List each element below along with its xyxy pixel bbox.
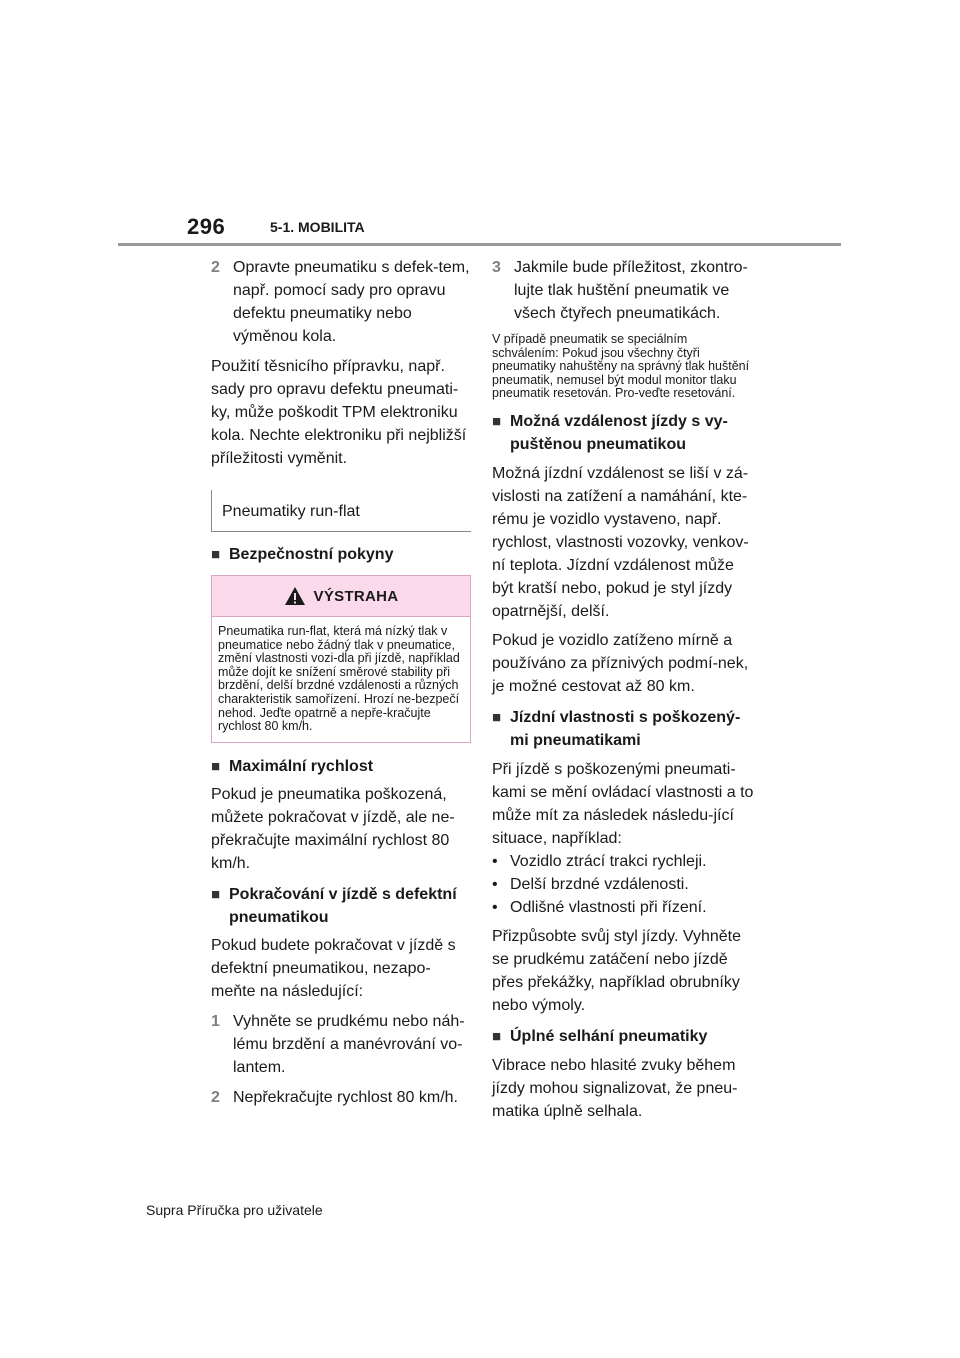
step-number: 2	[211, 259, 220, 276]
continue-step-1	[211, 1010, 471, 1079]
distance-paragraph-2: Pokud je vozidlo zatíženo mírně a používáno za příznivých podmí-nek, je možné cestovat až 80 km.	[492, 631, 749, 695]
bullet-dot-icon: •	[492, 898, 498, 916]
step-text: Vyhněte se prudkému nebo náh-lému brzdění a manévrování vo-lantem.	[233, 1012, 465, 1076]
header-divider	[118, 243, 841, 246]
square-bullet-icon: ■	[211, 885, 221, 903]
warning-box	[211, 575, 471, 743]
heading-text: Jízdní vlastnosti s poškozený-mi pneumatikami	[510, 708, 741, 749]
step-text: Jakmile bude příležitost, zkontro-lujte tlak huštění pneumatik ve všech čtyřech pneumatikách.	[514, 259, 748, 322]
step-text: Nepřekračujte rychlost 80 km/h.	[233, 1088, 458, 1106]
handling-paragraph: Při jízdě s poškozenými pneumati-kami se mění ovládací vlastnosti a to může mít za následek následu-jící situace, například:	[492, 760, 754, 847]
heading-text: Pokračování v jízdě s defektní pneumatikou	[229, 885, 457, 926]
sealant-paragraph: Použití těsnicího přípravku, např. sady pro opravu defektu pneumati-ky, může poškodit TPM elektroniku kola. Nechte elektroniku při nejbližší příležitosti vyměnit.	[211, 358, 467, 467]
square-bullet-icon: ■	[211, 757, 221, 775]
list-item	[492, 873, 754, 896]
square-bullet-icon: ■	[492, 708, 502, 726]
warning-triangle-icon	[284, 586, 306, 606]
step-3	[492, 256, 754, 325]
warning-text: Pneumatika run-flat, která má nízký tlak v pneumatice nebo žádný tlak v pneumatice, změní vlastnosti vozi-dla při jízdě, například může dojít ke snížení směrové stability při brzdění, delší brzdné vzdálenosti a různých charakteristik samořízení. Hrozí ne-bezpečí nehod. Jeďte opatrně a nepře-kračujte rychlost 80 km/h.	[218, 624, 460, 734]
heading-text: Úplné selhání pneumatiky	[510, 1027, 708, 1045]
heading-safety	[211, 543, 471, 566]
square-bullet-icon: ■	[492, 1027, 502, 1045]
heading-text: Možná vzdálenost jízdy s vy-puštěnou pneumatikou	[510, 412, 728, 453]
footer-text: Supra Příručka pro uživatele	[146, 1202, 323, 1218]
square-bullet-icon: ■	[211, 546, 221, 563]
step-2	[211, 256, 471, 348]
heading-failure	[492, 1025, 754, 1048]
step-number: 2	[211, 1088, 220, 1106]
page-number: 296	[187, 214, 226, 239]
left-column	[211, 256, 471, 1109]
bullet-dot-icon: •	[492, 852, 498, 870]
continue-step-2	[211, 1086, 471, 1109]
note-box-text: Pneumatiky run-flat	[222, 503, 360, 520]
list-item	[492, 850, 754, 873]
heading-handling	[492, 706, 754, 752]
heading-max-speed	[211, 755, 471, 778]
adapt-paragraph: Přizpůsobte svůj styl jízdy. Vyhněte se prudkému zatáčení nebo jízdě přes překážky, například obrubníky nebo výmoly.	[492, 927, 741, 1014]
square-bullet-icon: ■	[492, 412, 502, 430]
continue-paragraph: Pokud budete pokračovat v jízdě s defektní pneumatikou, nezapo-meňte na následující:	[211, 936, 456, 1000]
heading-text: Bezpečnostní pokyny	[229, 546, 394, 563]
warning-header	[212, 576, 470, 617]
step-number: 1	[211, 1012, 220, 1030]
heading-distance	[492, 410, 754, 456]
list-item-text: Vozidlo ztrácí trakci rychleji.	[510, 852, 707, 870]
handling-bullet-list	[492, 850, 754, 919]
list-item	[492, 896, 754, 919]
heading-text: Maximální rychlost	[229, 757, 374, 775]
max-speed-paragraph: Pokud je pneumatika poškozená, můžete pokračovat v jízdě, ale ne-překračujte maximální rychlost 80 km/h.	[211, 785, 455, 872]
step-number: 3	[492, 259, 501, 276]
failure-paragraph: Vibrace nebo hlasité zvuky během jízdy mohou signalizovat, že pneu-matika úplně selhala.	[492, 1056, 738, 1120]
warning-title: VÝSTRAHA	[313, 587, 399, 605]
step-text: Opravte pneumatiku s defek-tem, např. pomocí sady pro opravu defektu pneumatiky nebo výměnou kola.	[233, 259, 470, 345]
right-column	[492, 256, 754, 1123]
list-item-text: Odlišné vlastnosti při řízení.	[510, 898, 707, 916]
bullet-dot-icon: •	[492, 875, 498, 893]
special-approval-note: V případě pneumatik se speciálním schválením: Pokud jsou všechny čtyři pneumatiky nahuštěny na správný tlak huštění pneumatik, nemusel být modul monitor tlaku pneumatik resetován. Pro-veďte resetování.	[492, 332, 750, 400]
section-title: 5-1. MOBILITA	[270, 219, 365, 235]
heading-continue	[211, 883, 471, 929]
note-box	[211, 490, 471, 532]
distance-paragraph-1: Možná jízdní vzdálenost se liší v zá-vislosti na zatížení a namáhání, kte-rému je vozidlo vystaveno, např. rychlost, vlastnosti vozovky, venkov-ní teplota. Jízdní vzdálenost může být kratší nebo, pokud je styl jízdy opatrnější, delší.	[492, 464, 749, 620]
list-item-text: Delší brzdné vzdálenosti.	[510, 875, 689, 893]
